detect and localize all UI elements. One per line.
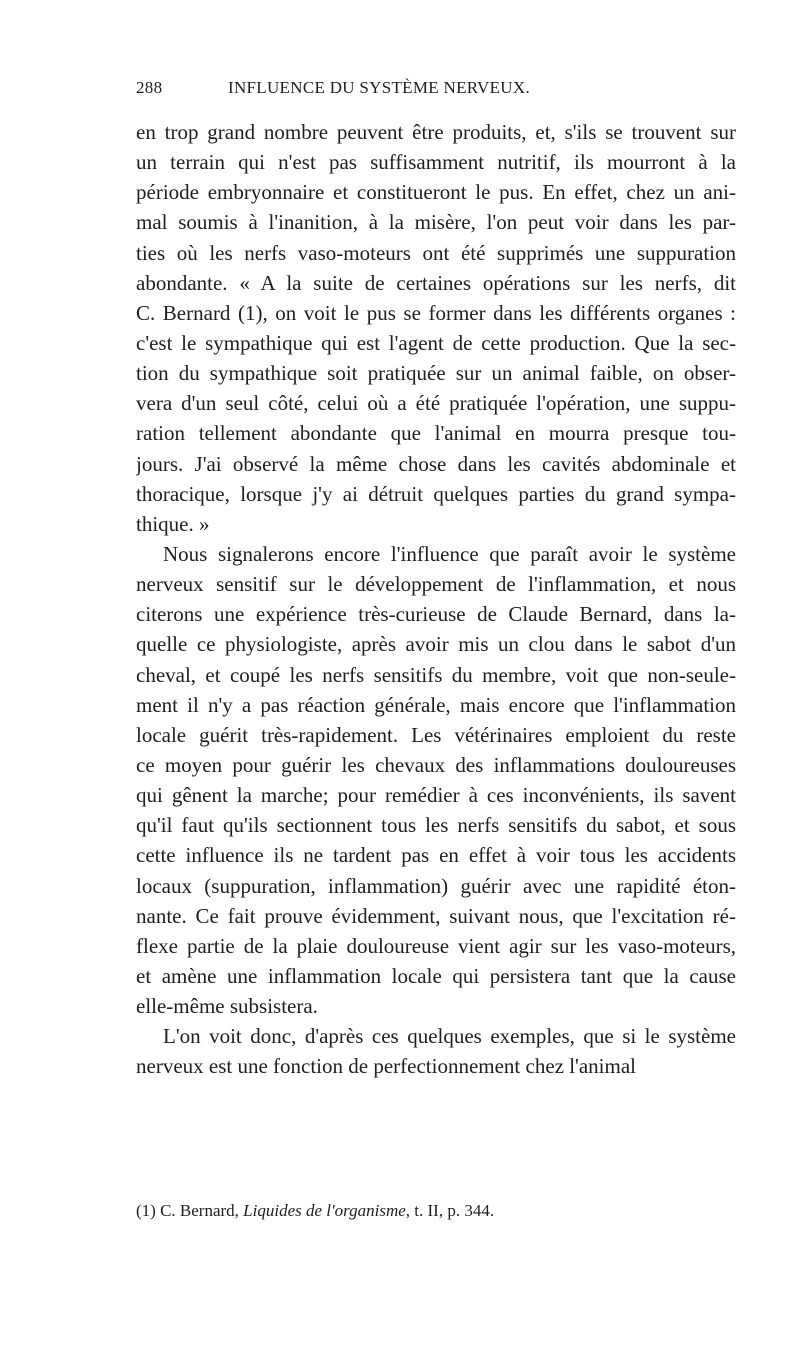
text-line: ties où les nerfs vaso-moteurs ont été supprimés une suppuration [136, 240, 736, 265]
text-line: un terrain qui n'est pas suffisamment nutritif, ils mourront à la [136, 150, 736, 175]
text-line: en trop grand nombre peuvent être produits, et, s'ils se trouvent sur [136, 120, 736, 144]
running-head [136, 78, 736, 102]
text-line: elle-même subsistera. [136, 994, 318, 1019]
running-title: INFLUENCE DU SYSTÈME NERVEUX. [228, 78, 530, 97]
footnote-prefix: (1) C. Bernard, [136, 1201, 244, 1220]
text-line: locaux (suppuration, inflammation) guérir avec une rapidité éton- [136, 873, 736, 898]
text-line: qui gênent la marche; pour remédier à ces inconvénients, ils savent [136, 783, 736, 808]
text-line: flexe partie de la plaie douloureuse vient agir sur les vaso-moteurs, [136, 933, 736, 958]
text-line: ration tellement abondante que l'animal en mourra presque tou- [136, 421, 736, 446]
text-line: qu'il faut qu'ils sectionnent tous les nerfs sensitifs du sabot, et sous [136, 813, 736, 838]
text-line: locale guérit très-rapidement. Les vétérinaires emploient du reste [136, 722, 736, 747]
text-line: mal soumis à l'inanition, à la misère, l'on peut voir dans les par- [136, 210, 736, 235]
text-line: C. Bernard (1), on voit le pus se former dans les différents organes : [136, 300, 736, 325]
text-line: thique. » [136, 511, 210, 536]
page-number: 288 [136, 78, 163, 97]
text-line: cheval, et coupé les nerfs sensitifs du membre, voit que non-seule- [136, 662, 736, 687]
text-line: nerveux sensitif sur le développement de l'inflammation, et nous [136, 572, 736, 597]
text-line: ment il n'y a pas réaction générale, mais encore que l'inflammation [136, 692, 736, 717]
text-line: ce moyen pour guérir les chevaux des inflammations douloureuses [136, 752, 736, 777]
text-line: et amène une inflammation locale qui persistera tant que la cause [136, 963, 736, 988]
text-line: thoracique, lorsque j'y ai détruit quelques parties du grand sympa- [136, 481, 736, 506]
body-text [136, 117, 736, 1082]
text-line: cette influence ils ne tardent pas en effet à voir tous les accidents [136, 843, 736, 868]
text-line: citerons une expérience très-curieuse de Claude Bernard, dans la- [136, 602, 736, 627]
footnote [136, 1199, 736, 1223]
text-line: nerveux est une fonction de perfectionnement chez l'animal [136, 1054, 636, 1079]
text-line: L'on voit donc, d'après ces quelques exemples, que si le système [163, 1024, 736, 1049]
text-line: c'est le sympathique qui est l'agent de cette production. Que la sec- [136, 330, 736, 355]
text-line: Nous signalerons encore l'influence que paraît avoir le système [163, 541, 736, 566]
text-line: vera d'un seul côté, celui où a été pratiquée l'opération, une suppu- [136, 391, 736, 416]
footnote-work-title: Liquides de l'organisme [243, 1201, 406, 1220]
text-line: abondante. « A la suite de certaines opérations sur les nerfs, dit [136, 270, 736, 295]
text-line: quelle ce physiologiste, après avoir mis un clou dans le sabot d'un [136, 632, 736, 657]
text-line: tion du sympathique soit pratiquée sur un animal faible, on obser- [136, 361, 736, 386]
footnote-suffix: , t. II, p. 344. [405, 1201, 495, 1220]
text-line: période embryonnaire et constitueront le pus. En effet, chez un ani- [136, 180, 736, 205]
text-line: nante. Ce fait prouve évidemment, suivant nous, que l'excitation ré- [136, 903, 736, 928]
text-line: jours. J'ai observé la même chose dans les cavités abdominale et [136, 451, 736, 476]
